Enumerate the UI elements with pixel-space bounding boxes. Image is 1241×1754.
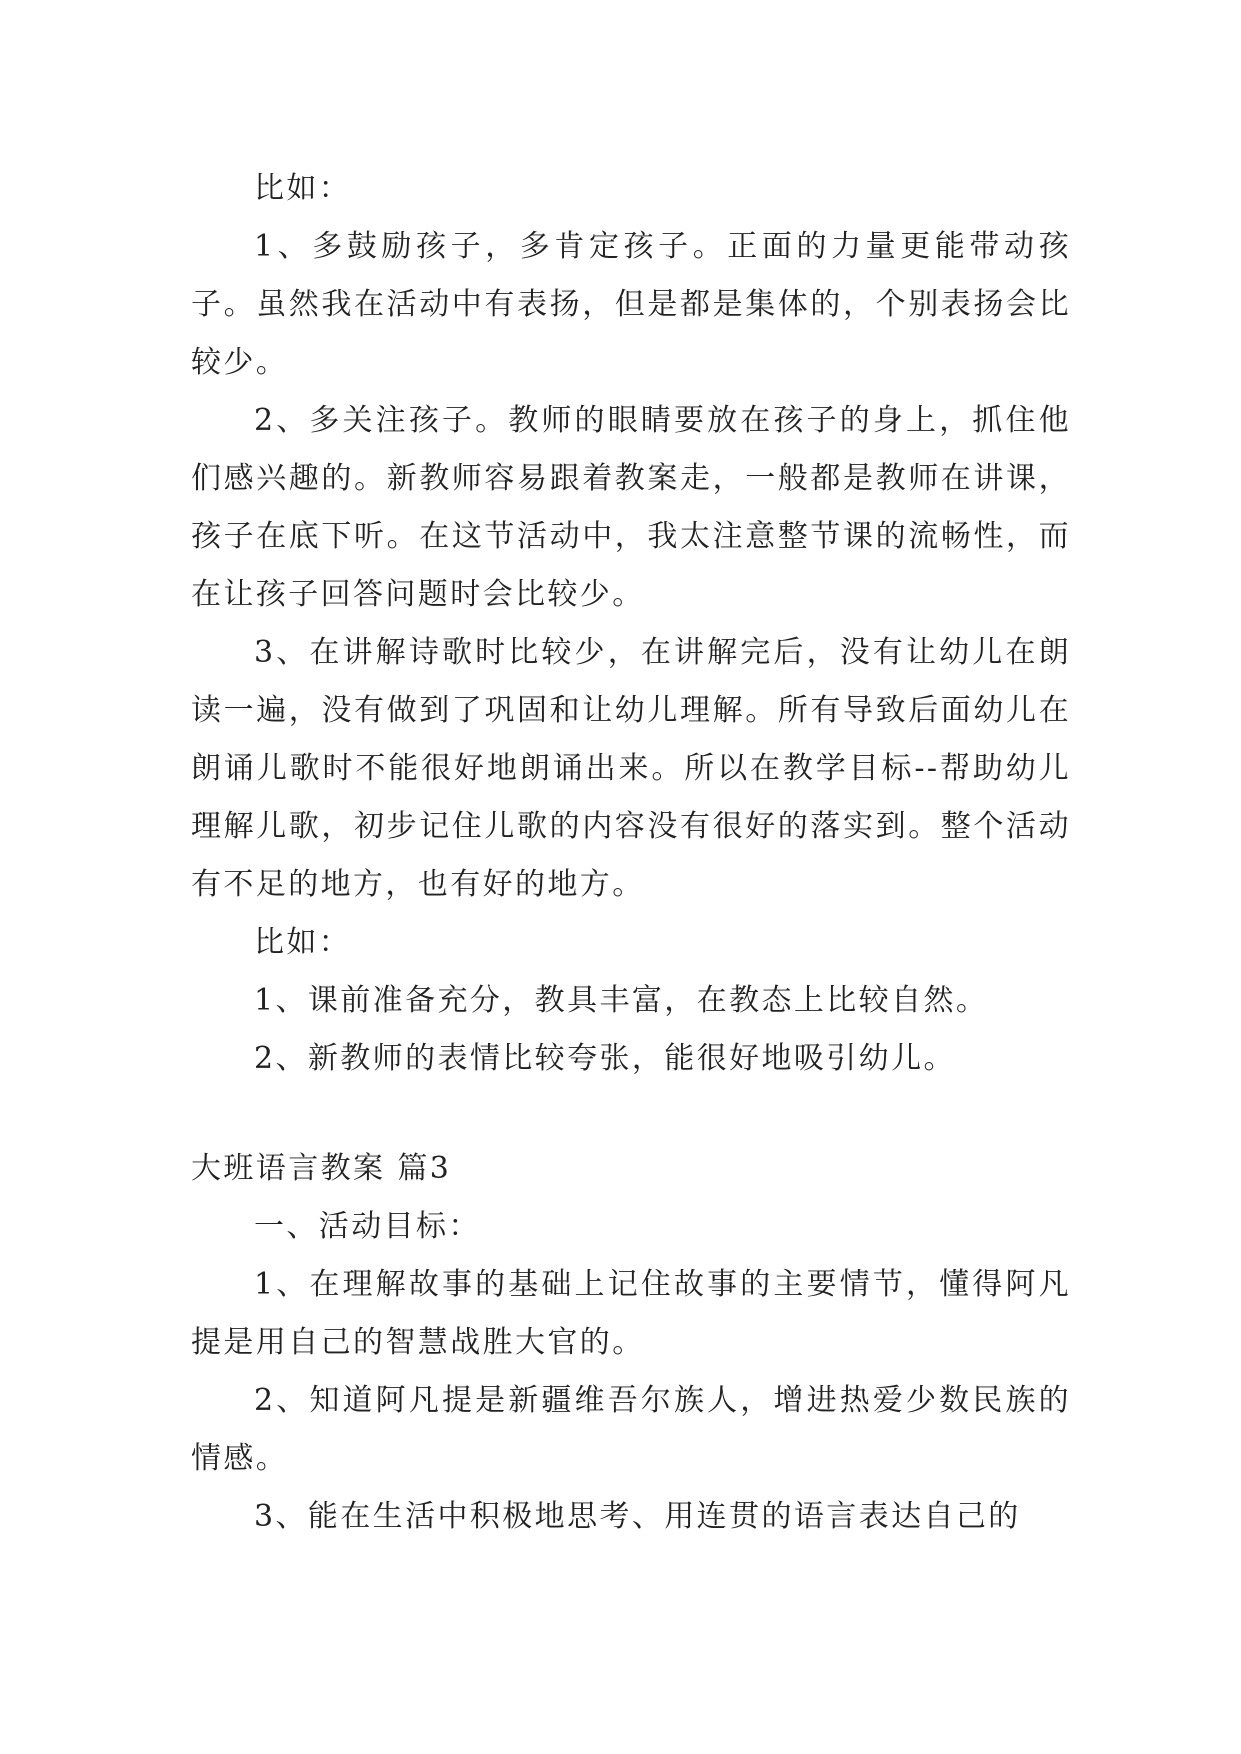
paragraph: 2、新教师的表情比较夸张，能很好地吸引幼儿。 [254,1041,956,1076]
paragraph: 3、在讲解诗歌时比较少，在讲解完后，没有让幼儿在朗读一遍，没有做到了巩固和让幼儿理解。所有导致后面幼儿在朗诵儿歌时不能很好地朗诵出来。所以在教学目标--帮助幼儿理解儿歌，初步记住儿歌的内容没有很好的落实到。整个活动有不足的地方，也有好的地方。 [191,635,1071,902]
document-body [191,160,1071,1546]
paragraph: 3、能在生活中积极地思考、用连贯的语言表达自己的 [254,1499,1021,1534]
paragraph: 2、多关注孩子。教师的眼睛要放在孩子的身上，抓住他们感兴趣的。新教师容易跟着教案走，一般都是教师在讲课，孩子在底下听。在这节活动中，我太注意整节课的流畅性，而在让孩子回答问题时会比较少。 [191,403,1071,612]
paragraph: 1、多鼓励孩子，多肯定孩子。正面的力量更能带动孩子。虽然我在活动中有表扬，但是都是集体的，个别表扬会比较少。 [191,229,1071,380]
paragraph: 2、知道阿凡提是新疆维吾尔族人，增进热爱少数民族的情感。 [191,1383,1071,1476]
paragraph: 比如： [254,171,352,206]
paragraph: 比如： [254,925,352,960]
paragraph: 1、课前准备充分，教具丰富，在教态上比较自然。 [254,983,989,1018]
paragraph: 一、活动目标： [254,1209,481,1244]
paragraph: 1、在理解故事的基础上记住故事的主要情节，懂得阿凡提是用自己的智慧战胜大官的。 [191,1267,1071,1360]
section-heading: 大班语言教案 篇3 [191,1151,452,1186]
